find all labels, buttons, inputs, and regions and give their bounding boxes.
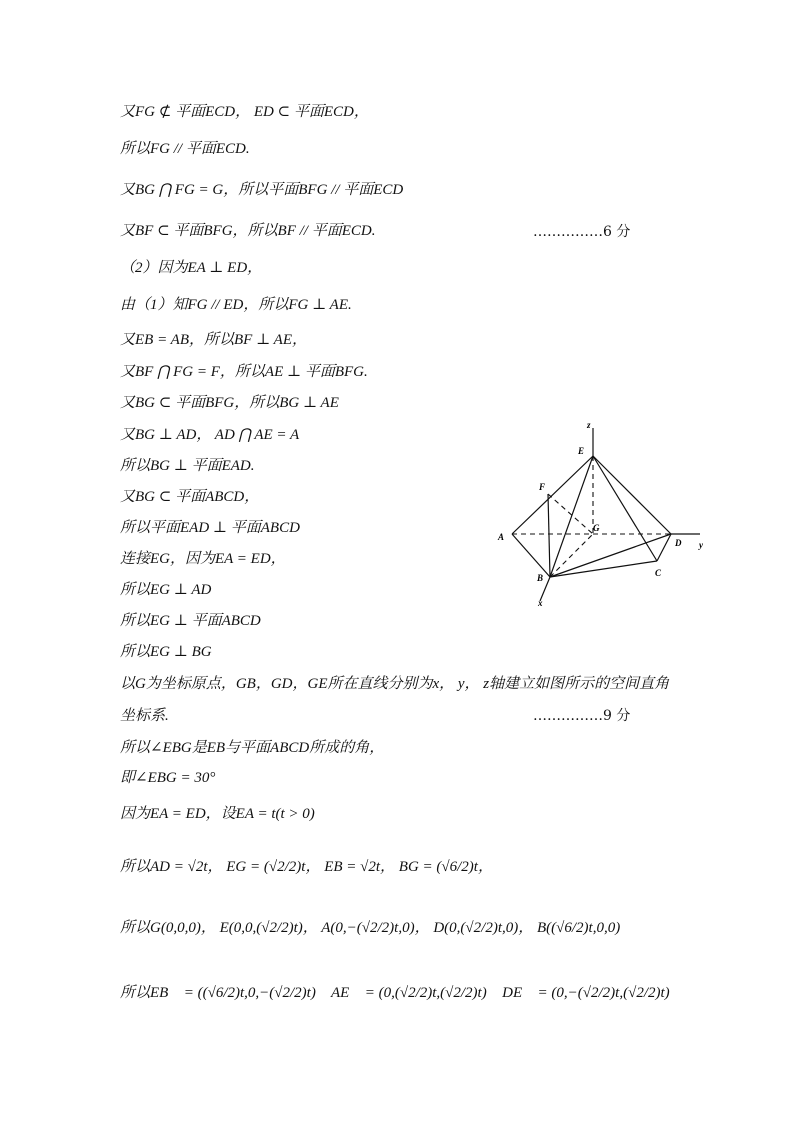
score-mark-9: ……………9 分 (533, 708, 631, 724)
label-A: A (498, 532, 505, 542)
proof-line-2: 所以FG // 平面ECD. (120, 141, 250, 157)
proof-line-4: 又BF ⊂ 平面BFG，所以BF // 平面ECD. (120, 223, 376, 239)
label-E: E (578, 446, 585, 456)
dashed-FG (548, 494, 593, 534)
pyramid-figure (495, 418, 715, 610)
edge-EC (593, 456, 657, 561)
proof-line-16: 所以EG ⊥ 平面ABCD (120, 613, 261, 629)
score-mark-6: ……………6 分 (533, 224, 631, 240)
edge-EA (512, 456, 593, 534)
edge-BC (550, 561, 657, 577)
proof-line-8: 又BF ⋂ FG = F，所以AE ⊥ 平面BFG. (120, 364, 368, 380)
label-G: G (593, 523, 600, 533)
edge-BD (550, 534, 671, 577)
proof-line-1: 又FG ⊄ 平面ECD， ED ⊂ 平面ECD， (120, 104, 369, 120)
proof-line-18: 以G为坐标原点，GB，GD，GE所在直线分别为x， y， z轴建立如图所示的空间直角 (120, 676, 670, 692)
proof-line-11: 所以BG ⊥ 平面EAD. (120, 458, 255, 474)
label-y: y (699, 540, 703, 550)
edge-BF (548, 494, 550, 577)
proof-line-5: （2）因为EA ⊥ ED， (120, 260, 263, 276)
edge-AB (512, 534, 550, 577)
proof-line-22: 因为EA = ED，设EA = t(t > 0) (120, 806, 315, 822)
proof-line-19: 坐标系. (120, 708, 169, 724)
label-F: F (539, 482, 546, 492)
proof-line-15: 所以EG ⊥ AD (120, 582, 212, 598)
proof-line-3: 又BG ⋂ FG = G，所以平面BFG // 平面ECD (120, 182, 404, 198)
proof-line-10: 又BG ⊥ AD， AD ⋂ AE = A (120, 427, 300, 443)
label-x: x (538, 598, 543, 608)
label-B: B (537, 573, 544, 583)
label-D: D (675, 538, 682, 548)
proof-line-20: 所以∠EBG是EB与平面ABCD所成的角， (120, 740, 385, 756)
proof-line-9: 又BG ⊂ 平面BFG，所以BG ⊥ AE (120, 395, 339, 411)
proof-line-12: 又BG ⊂ 平面ABCD， (120, 489, 260, 505)
proof-line-13: 所以平面EAD ⊥ 平面ABCD (120, 520, 300, 536)
label-z: z (587, 420, 591, 430)
proof-line-17: 所以EG ⊥ BG (120, 644, 212, 660)
proof-line-23: 所以AD = √2t， EG = (√2/2)t， EB = √2t， BG = (√6/2)t， (120, 859, 493, 875)
proof-line-14: 连接EG，因为EA = ED， (120, 551, 286, 567)
dashed-BG (550, 534, 593, 577)
proof-line-25: 所以EB⃗ = ((√6/2)t,0,−(√2/2)t)， AE⃗ = (0,(√2/2)t,(√2/2)t)， DE⃗ = (0,−(√2/2)t,(√2/2)t) (120, 985, 670, 1001)
edge-EB (550, 456, 593, 577)
edge-ED (593, 456, 671, 534)
proof-line-6: 由（1）知FG // ED，所以FG ⊥ AE. (120, 297, 352, 313)
proof-line-24: 所以G(0,0,0)， E(0,0,(√2/2)t)， A(0,−(√2/2)t,0)， D(0,(√2/2)t,0)， B((√6/2)t,0,0) (120, 920, 621, 936)
proof-line-21: 即∠EBG = 30° (120, 770, 216, 786)
label-C: C (655, 568, 662, 578)
proof-line-7: 又EB = AB，所以BF ⊥ AE， (120, 332, 307, 348)
